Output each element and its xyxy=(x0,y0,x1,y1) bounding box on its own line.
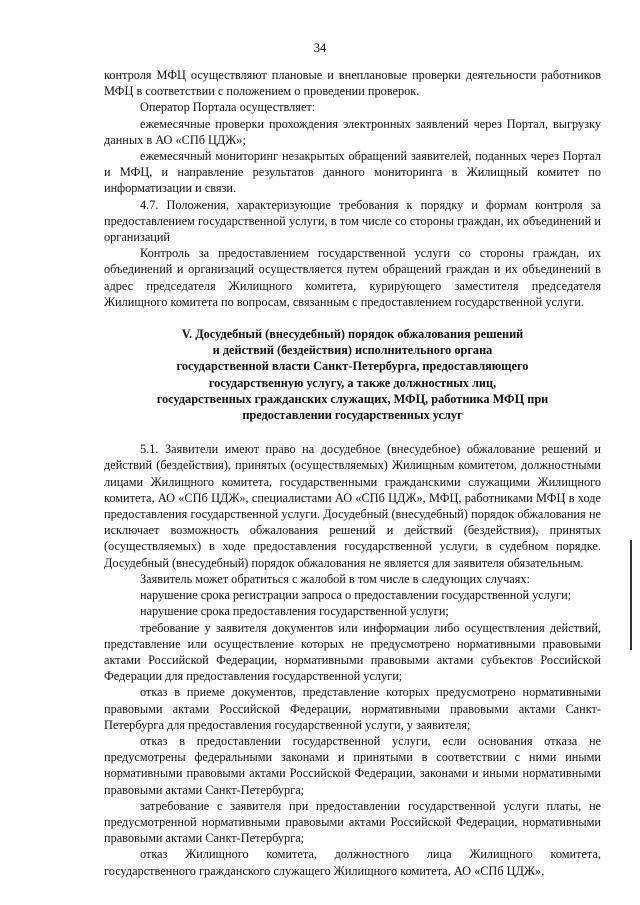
section-heading xyxy=(104,326,601,423)
heading-line: V. Досудебный (внесудебный) порядок обжалования решений xyxy=(181,327,524,342)
heading-line: государственных гражданских служащих, МФЦ, работника МФЦ при xyxy=(156,391,549,406)
bottom-paragraphs xyxy=(104,441,601,878)
section-paragraph: отказ в приеме документов, представление которых предусмотрено нормативными правовыми актами Российской Федерации, нормативными правовыми актами Санкт-Петербурга для предоставления государственной услуги, у заявителя; xyxy=(104,685,601,732)
section-paragraph: 5.1. Заявители имеют право на досудебное (внесудебное) обжалование решений и действий (бездействия), принятых (осуществляемых) Жилищным комитетом, должностными лицами Жилищного комитета, государственными гражданскими служащими Жилищного комитета, АО «СПб ЦДЖ», специалистами АО «СПб ЦДЖ», МФЦ, работниками МФЦ в ходе предоставления государственной услуги. Досудебный (внесудебный) порядок обжалования не исключает возможность обжалования решений и действий (бездействия), принятых (осуществляемых) в ходе предоставления государственной услуги, в судебном порядке. Досудебный (внесудебный) порядок обжалования не является для заявителя обязательным. xyxy=(104,442,601,570)
scan-edge-mark xyxy=(630,540,632,650)
body-paragraph: ежемесячные проверки прохождения электронных заявлений через Портал, выгрузку данных в АО «СПб ЦДЖ»; xyxy=(104,116,601,147)
section-paragraph: нарушение срока предоставления государственной услуги; xyxy=(140,604,449,619)
section-paragraph: требование у заявителя документов или информации либо осуществления действий, представление или осуществление которых не предусмотрено нормативными правовыми актами Российской Федерации, нормативными правовыми актами субъектов Российской Федерации для предоставления государственной услуги; xyxy=(104,620,601,684)
body-paragraph: 4.7. Положения, характеризующие требования к порядку и формам контроля за предоставлением государственной услуги, в том числе со стороны граждан, их объединений и организаций xyxy=(104,197,601,245)
top-paragraphs xyxy=(104,67,601,310)
document-body xyxy=(104,67,601,879)
heading-line: государственной власти Санкт-Петербурга, предоставляющего xyxy=(176,359,529,374)
body-paragraph: Оператор Портала осуществляет: xyxy=(140,100,316,115)
section-paragraph: нарушение срока регистрации запроса о предоставлении государственной услуги; xyxy=(140,588,572,603)
heading-line: предоставлении государственных услуг xyxy=(242,408,463,423)
body-paragraph: Контроль за предоставлением государственной услуги со стороны граждан, их объединений и организаций осуществляется путем обращений граждан и их объединений в адрес председателя Жилищного комитета, курирующего заместителя председателя Жилищного комитета по вопросам, связанным с предоставлением государственной услуги. xyxy=(104,246,601,309)
section-paragraph: Заявитель может обратиться с жалобой в том числе в следующих случаях: xyxy=(140,571,530,586)
section-paragraph: отказ Жилищного комитета, должностного лица Жилищного комитета, государственного гражданского служащего Жилищного комитета, АО «СПб ЦДЖ», xyxy=(104,847,601,878)
section-paragraph: отказ в предоставлении государственной услуги, если основания отказа не предусмотрены федеральными законами и принятыми в соответствии с ними иными нормативными правовыми актами Российской Федерации, законами и иными нормативными правовыми актами Санкт-Петербурга; xyxy=(104,733,601,797)
heading-line: и действий (бездействия) исполнительного органа xyxy=(212,343,493,358)
body-paragraph: контроля МФЦ осуществляют плановые и внеплановые проверки деятельности работников МФЦ в соответствии с положением о проведении проверок. xyxy=(104,68,601,99)
body-paragraph: ежемесячный мониторинг незакрытых обращений заявителей, поданных через Портал и МФЦ, и направление результатов данного мониторинга в Жилищный комитет по информатизации и связи. xyxy=(104,149,601,196)
heading-line: государственную услугу, а также должностных лиц, xyxy=(208,375,497,390)
section-paragraph: затребование с заявителя при предоставлении государственной услуги платы, не предусмотренной нормативными правовыми актами Российской Федерации, нормативными правовыми актами Санкт-Петербурга; xyxy=(104,798,601,846)
page-number: 34 xyxy=(313,41,327,55)
